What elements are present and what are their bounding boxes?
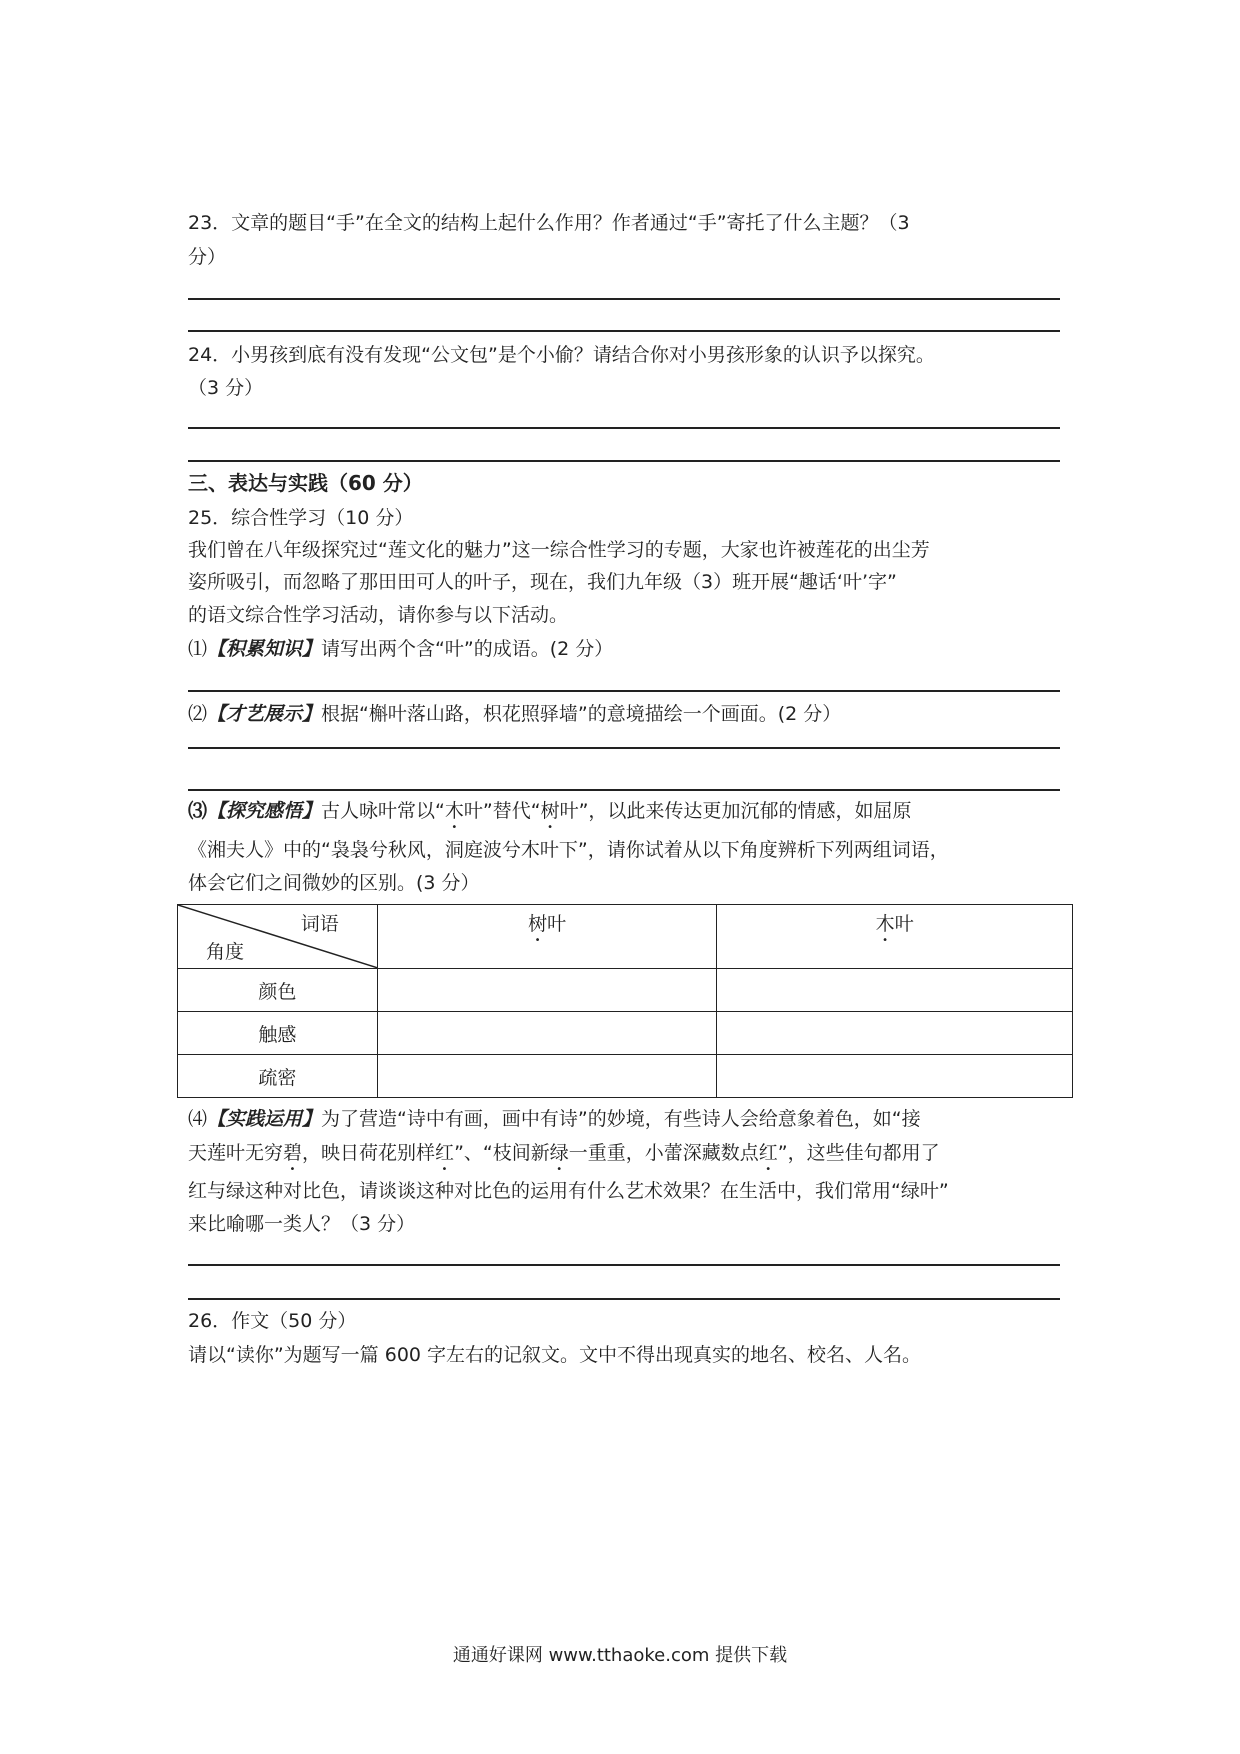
q25-part3-line2: 《湘夫人》中的“袅袅兮秋风，洞庭波兮木叶下”，请你试着从以下角度辨析下列两组词语，: [188, 839, 949, 861]
q24-line2: （3 分）: [188, 377, 264, 399]
table-col-header: 树叶: [377, 905, 717, 969]
table-row-label: 疏密: [178, 1055, 378, 1098]
answer-line: [188, 1264, 1060, 1266]
q23-line1: 23．文章的题目“手”在全文的结构上起什么作用？作者通过“手”寄托了什么主题？（3: [188, 212, 910, 234]
corner-top-label: 词语: [300, 913, 339, 935]
table-cell[interactable]: [377, 1012, 717, 1055]
q24-line1: 24．小男孩到底有没有发现“公文包”是个小偷？请结合你对小男孩形象的认识予以探究。: [188, 344, 935, 366]
tag-accumulate: 【积累知识】: [207, 638, 322, 660]
answer-line: [188, 690, 1060, 692]
table-cell[interactable]: [377, 1055, 717, 1098]
tag-practice: 【实践运用】: [207, 1108, 322, 1130]
tag-talent: 【才艺展示】: [207, 703, 322, 725]
answer-line: [188, 298, 1060, 300]
table-row: [178, 1012, 1073, 1055]
table-corner-cell: [178, 905, 378, 969]
table-header-row: [178, 905, 1073, 969]
q25-intro-2: 姿所吸引，而忽略了那田田可人的叶子，现在，我们九年级（3）班开展“趣话‘叶’字”: [188, 571, 897, 593]
q25-intro-3: 的语文综合性学习活动，请你参与以下活动。: [188, 604, 569, 626]
table-row-label: 触感: [178, 1012, 378, 1055]
tag-explore: 【探究感悟】: [207, 800, 322, 822]
q25-title: 25．综合性学习（10 分）: [188, 507, 414, 529]
q25-part1: ⑴【积累知识】请写出两个含“叶”的成语。(2 分）: [188, 638, 614, 660]
table-row: [178, 1055, 1073, 1098]
page-footer[interactable]: 通通好课网 www.tthaoke.com 提供下载: [452, 1645, 788, 1666]
q25-part4-line3: 红与绿这种对比色，请谈谈这种对比色的运用有什么艺术效果？在生活中，我们常用“绿叶”: [188, 1180, 949, 1202]
table-row: [178, 969, 1073, 1012]
q25-part4-line4: 来比喻哪一类人？（3 分）: [188, 1213, 416, 1235]
q26-title: 26．作文（50 分）: [188, 1310, 357, 1332]
answer-line: [188, 1298, 1060, 1300]
q25-part2: ⑵【才艺展示】根据“槲叶落山路，枳花照驿墙”的意境描绘一个画面。(2 分）: [188, 703, 842, 725]
section-title: 三、表达与实践（60 分）: [188, 471, 423, 495]
comparison-table: [177, 904, 1073, 1098]
q26-text: 请以“读你”为题写一篇 600 字左右的记叙文。文中不得出现真实的地名、校名、人名。: [188, 1344, 922, 1366]
answer-line: [188, 427, 1060, 429]
answer-line: [188, 789, 1060, 791]
table-cell[interactable]: [717, 1012, 1073, 1055]
table-cell[interactable]: [717, 1055, 1073, 1098]
table-col-header: 木叶: [717, 905, 1073, 969]
corner-bottom-label: 角度: [206, 941, 245, 963]
answer-line: [188, 330, 1060, 332]
q25-intro-1: 我们曾在八年级探究过“莲文化的魅力”这一综合性学习的专题，大家也许被莲花的出尘芳: [188, 539, 930, 561]
q25-part3-line3: 体会它们之间微妙的区别。(3 分）: [188, 872, 480, 894]
answer-line: [188, 460, 1060, 462]
q25-part3-line1: ⑶【探究感悟】古人咏叶常以“木叶”替代“树叶”，以此来传达更加沉郁的情感，如屈原: [188, 800, 912, 822]
q25-part4-line2: 天莲叶无穷碧，映日荷花别样红”、“枝间新绿一重重，小蕾深藏数点红”，这些佳句都用了: [188, 1142, 940, 1164]
table-cell[interactable]: [717, 969, 1073, 1012]
answer-line: [188, 747, 1060, 749]
table-row-label: 颜色: [178, 969, 378, 1012]
q25-part4-line1: ⑷【实践运用】为了营造“诗中有画，画中有诗”的妙境，有些诗人会给意象着色，如“接: [188, 1108, 921, 1130]
table-cell[interactable]: [377, 969, 717, 1012]
q23-line2: 分）: [188, 246, 227, 268]
